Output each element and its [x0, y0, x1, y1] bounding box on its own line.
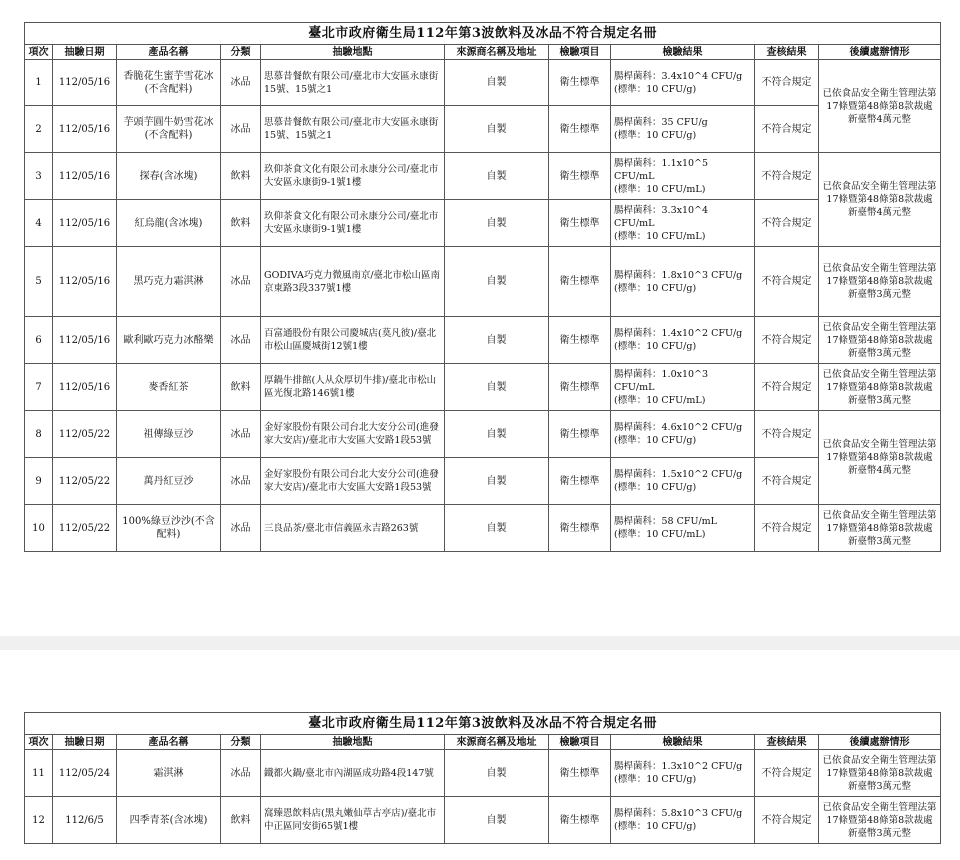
row-no: 12: [25, 797, 53, 844]
row-result: 腸桿菌科：58 CFU/mL (標準：10 CFU/mL): [611, 505, 755, 552]
col-header: 檢驗結果: [611, 735, 755, 750]
row-product: 霜淇淋: [117, 750, 221, 797]
row-location: 思慕昔餐飲有限公司/臺北市大安區永康街15號、15號之1: [261, 106, 445, 153]
row-location: 窩臻恩飲料店(黑丸嫩仙草古亭店)/臺北市中正區同安街65號1樓: [261, 797, 445, 844]
row-source: 自製: [445, 797, 549, 844]
row-item: 衛生標準: [549, 153, 611, 200]
col-header: 抽驗日期: [53, 45, 117, 60]
row-source: 自製: [445, 411, 549, 458]
col-header: 檢驗結果: [611, 45, 755, 60]
row-result: 腸桿菌科：1.4x10^2 CFU/g (標準：10 CFU/g): [611, 317, 755, 364]
row-check: 不符合規定: [755, 505, 819, 552]
table-row: [25, 458, 941, 505]
noncompliance-table-continued: [24, 712, 941, 844]
col-header: 查核結果: [755, 45, 819, 60]
row-product: 黑巧克力霜淇淋: [117, 247, 221, 317]
row-item: 衛生標準: [549, 247, 611, 317]
table-row: [25, 364, 941, 411]
table-row: [25, 200, 941, 247]
row-check: 不符合規定: [755, 200, 819, 247]
row-check: 不符合規定: [755, 750, 819, 797]
row-no: 3: [25, 153, 53, 200]
table-row: [25, 247, 941, 317]
row-action: 已依食品安全衛生管理法第17條暨第48條第8款裁處新臺幣3萬元整: [819, 247, 941, 317]
table-row: [25, 750, 941, 797]
row-product: 萬丹紅豆沙: [117, 458, 221, 505]
row-date: 112/05/16: [53, 200, 117, 247]
row-no: 8: [25, 411, 53, 458]
col-header: 後續處辦情形: [819, 45, 941, 60]
row-no: 7: [25, 364, 53, 411]
col-header: 項次: [25, 735, 53, 750]
table-row: [25, 411, 941, 458]
table-row: [25, 317, 941, 364]
row-category: 冰品: [221, 458, 261, 505]
row-location: 百富通股份有限公司慶城店(莫凡彼)/臺北市松山區慶城街12號1樓: [261, 317, 445, 364]
document-page-2: [0, 650, 960, 860]
row-category: 冰品: [221, 106, 261, 153]
row-category: 飲料: [221, 797, 261, 844]
row-source: 自製: [445, 200, 549, 247]
row-no: 1: [25, 60, 53, 106]
row-category: 冰品: [221, 750, 261, 797]
table-header-row: [25, 735, 941, 750]
col-header: 後續處辦情形: [819, 735, 941, 750]
row-check: 不符合規定: [755, 797, 819, 844]
row-date: 112/05/16: [53, 106, 117, 153]
row-source: 自製: [445, 505, 549, 552]
row-date: 112/05/16: [53, 60, 117, 106]
row-location: 厚鍋牛排館(人从众厚切牛排)/臺北市松山區光復北路146號1樓: [261, 364, 445, 411]
row-no: 9: [25, 458, 53, 505]
row-item: 衛生標準: [549, 60, 611, 106]
row-no: 6: [25, 317, 53, 364]
col-header: 來源商名稱及地址: [445, 735, 549, 750]
row-date: 112/6/5: [53, 797, 117, 844]
row-location: 玖仰茶食文化有限公司永康分公司/臺北市大安區永康街9-1號1樓: [261, 153, 445, 200]
row-category: 冰品: [221, 247, 261, 317]
row-category: 飲料: [221, 200, 261, 247]
row-result: 腸桿菌科：35 CFU/g (標準：10 CFU/g): [611, 106, 755, 153]
row-date: 112/05/22: [53, 458, 117, 505]
row-action: 已依食品安全衛生管理法第17條暨第48條第8款裁處新臺幣3萬元整: [819, 505, 941, 552]
row-category: 冰品: [221, 411, 261, 458]
row-source: 自製: [445, 106, 549, 153]
row-item: 衛生標準: [549, 411, 611, 458]
table-row: [25, 153, 941, 200]
row-location: 金好家股份有限公司台北大安分公司(進發家大安店)/臺北市大安區大安路1段53號: [261, 458, 445, 505]
col-header: 產品名稱: [117, 735, 221, 750]
row-product: 100%綠豆沙沙(不含配料): [117, 505, 221, 552]
col-header: 檢驗項目: [549, 45, 611, 60]
row-product: 芋頭芋圓牛奶雪花冰(不含配料): [117, 106, 221, 153]
table-header-row: [25, 45, 941, 60]
row-date: 112/05/22: [53, 411, 117, 458]
col-header: 來源商名稱及地址: [445, 45, 549, 60]
row-product: 紅烏龍(含冰塊): [117, 200, 221, 247]
table-row: [25, 505, 941, 552]
row-action: 已依食品安全衛生管理法第17條暨第48條第8款裁處新臺幣4萬元整: [819, 60, 941, 153]
row-action: 已依食品安全衛生管理法第17條暨第48條第8款裁處新臺幣4萬元整: [819, 411, 941, 505]
row-source: 自製: [445, 60, 549, 106]
row-date: 112/05/16: [53, 317, 117, 364]
row-no: 11: [25, 750, 53, 797]
row-location: 玖仰茶食文化有限公司永康分公司/臺北市大安區永康街9-1號1樓: [261, 200, 445, 247]
row-result: 腸桿菌科：4.6x10^2 CFU/g (標準：10 CFU/g): [611, 411, 755, 458]
row-result: 腸桿菌科：5.8x10^3 CFU/g (標準：10 CFU/g): [611, 797, 755, 844]
row-item: 衛生標準: [549, 317, 611, 364]
row-action: 已依食品安全衛生管理法第17條暨第48條第8款裁處新臺幣3萬元整: [819, 317, 941, 364]
row-result: 腸桿菌科：1.1x10^5 CFU/mL (標準：10 CFU/mL): [611, 153, 755, 200]
row-date: 112/05/22: [53, 505, 117, 552]
row-category: 冰品: [221, 60, 261, 106]
col-header: 檢驗項目: [549, 735, 611, 750]
row-product: 祖傳綠豆沙: [117, 411, 221, 458]
col-header: 分類: [221, 45, 261, 60]
row-action: 已依食品安全衛生管理法第17條暨第48條第8款裁處新臺幣3萬元整: [819, 750, 941, 797]
row-category: 冰品: [221, 505, 261, 552]
row-source: 自製: [445, 458, 549, 505]
table-title: 臺北市政府衛生局112年第3波飲料及冰品不符合規定名冊: [25, 23, 941, 45]
row-source: 自製: [445, 153, 549, 200]
row-result: 腸桿菌科：1.8x10^3 CFU/g (標準：10 CFU/g): [611, 247, 755, 317]
row-location: GODIVA巧克力微風南京/臺北市松山區南京東路3段337號1樓: [261, 247, 445, 317]
row-no: 10: [25, 505, 53, 552]
col-header: 產品名稱: [117, 45, 221, 60]
row-action: 已依食品安全衛生管理法第17條暨第48條第8款裁處新臺幣3萬元整: [819, 364, 941, 411]
row-action: 已依食品安全衛生管理法第17條暨第48條第8款裁處新臺幣4萬元整: [819, 153, 941, 247]
row-check: 不符合規定: [755, 60, 819, 106]
row-product: 香脆花生蜜芋雪花冰(不含配料): [117, 60, 221, 106]
row-item: 衛生標準: [549, 200, 611, 247]
row-check: 不符合規定: [755, 317, 819, 364]
row-no: 5: [25, 247, 53, 317]
row-product: 四季青茶(含冰塊): [117, 797, 221, 844]
row-product: 歐利歐巧克力冰酪樂: [117, 317, 221, 364]
row-result: 腸桿菌科：3.4x10^4 CFU/g (標準：10 CFU/g): [611, 60, 755, 106]
noncompliance-table: [24, 22, 941, 552]
row-item: 衛生標準: [549, 364, 611, 411]
row-source: 自製: [445, 750, 549, 797]
col-header: 抽驗地點: [261, 735, 445, 750]
row-source: 自製: [445, 247, 549, 317]
col-header: 查核結果: [755, 735, 819, 750]
col-header: 抽驗地點: [261, 45, 445, 60]
row-category: 冰品: [221, 317, 261, 364]
row-date: 112/05/16: [53, 364, 117, 411]
row-location: 思慕昔餐飲有限公司/臺北市大安區永康街15號、15號之1: [261, 60, 445, 106]
row-result: 腸桿菌科：1.3x10^2 CFU/g (標準：10 CFU/g): [611, 750, 755, 797]
row-result: 腸桿菌科：1.0x10^3 CFU/mL (標準：10 CFU/mL): [611, 364, 755, 411]
table-row: [25, 797, 941, 844]
row-check: 不符合規定: [755, 106, 819, 153]
row-no: 2: [25, 106, 53, 153]
row-item: 衛生標準: [549, 797, 611, 844]
row-check: 不符合規定: [755, 364, 819, 411]
row-item: 衛生標準: [549, 750, 611, 797]
row-result: 腸桿菌科：3.3x10^4 CFU/mL (標準：10 CFU/mL): [611, 200, 755, 247]
row-date: 112/05/24: [53, 750, 117, 797]
row-date: 112/05/16: [53, 153, 117, 200]
row-check: 不符合規定: [755, 153, 819, 200]
row-category: 飲料: [221, 153, 261, 200]
row-source: 自製: [445, 364, 549, 411]
row-source: 自製: [445, 317, 549, 364]
table-row: [25, 60, 941, 106]
col-header: 分類: [221, 735, 261, 750]
row-date: 112/05/16: [53, 247, 117, 317]
col-header: 抽驗日期: [53, 735, 117, 750]
row-no: 4: [25, 200, 53, 247]
row-item: 衛生標準: [549, 505, 611, 552]
row-location: 金好家股份有限公司台北大安分公司(進發家大安店)/臺北市大安區大安路1段53號: [261, 411, 445, 458]
row-location: 鐵都火鍋/臺北市內湖區成功路4段147號: [261, 750, 445, 797]
row-item: 衛生標準: [549, 458, 611, 505]
row-check: 不符合規定: [755, 247, 819, 317]
col-header: 項次: [25, 45, 53, 60]
table-row: [25, 106, 941, 153]
row-check: 不符合規定: [755, 411, 819, 458]
row-action: 已依食品安全衛生管理法第17條暨第48條第8款裁處新臺幣3萬元整: [819, 797, 941, 844]
row-product: 麥香紅茶: [117, 364, 221, 411]
row-product: 探春(含冰塊): [117, 153, 221, 200]
row-result: 腸桿菌科：1.5x10^2 CFU/g (標準：10 CFU/g): [611, 458, 755, 505]
table-title: 臺北市政府衛生局112年第3波飲料及冰品不符合規定名冊: [25, 713, 941, 735]
row-check: 不符合規定: [755, 458, 819, 505]
row-item: 衛生標準: [549, 106, 611, 153]
row-category: 飲料: [221, 364, 261, 411]
row-location: 三良品茶/臺北市信義區永吉路263號: [261, 505, 445, 552]
